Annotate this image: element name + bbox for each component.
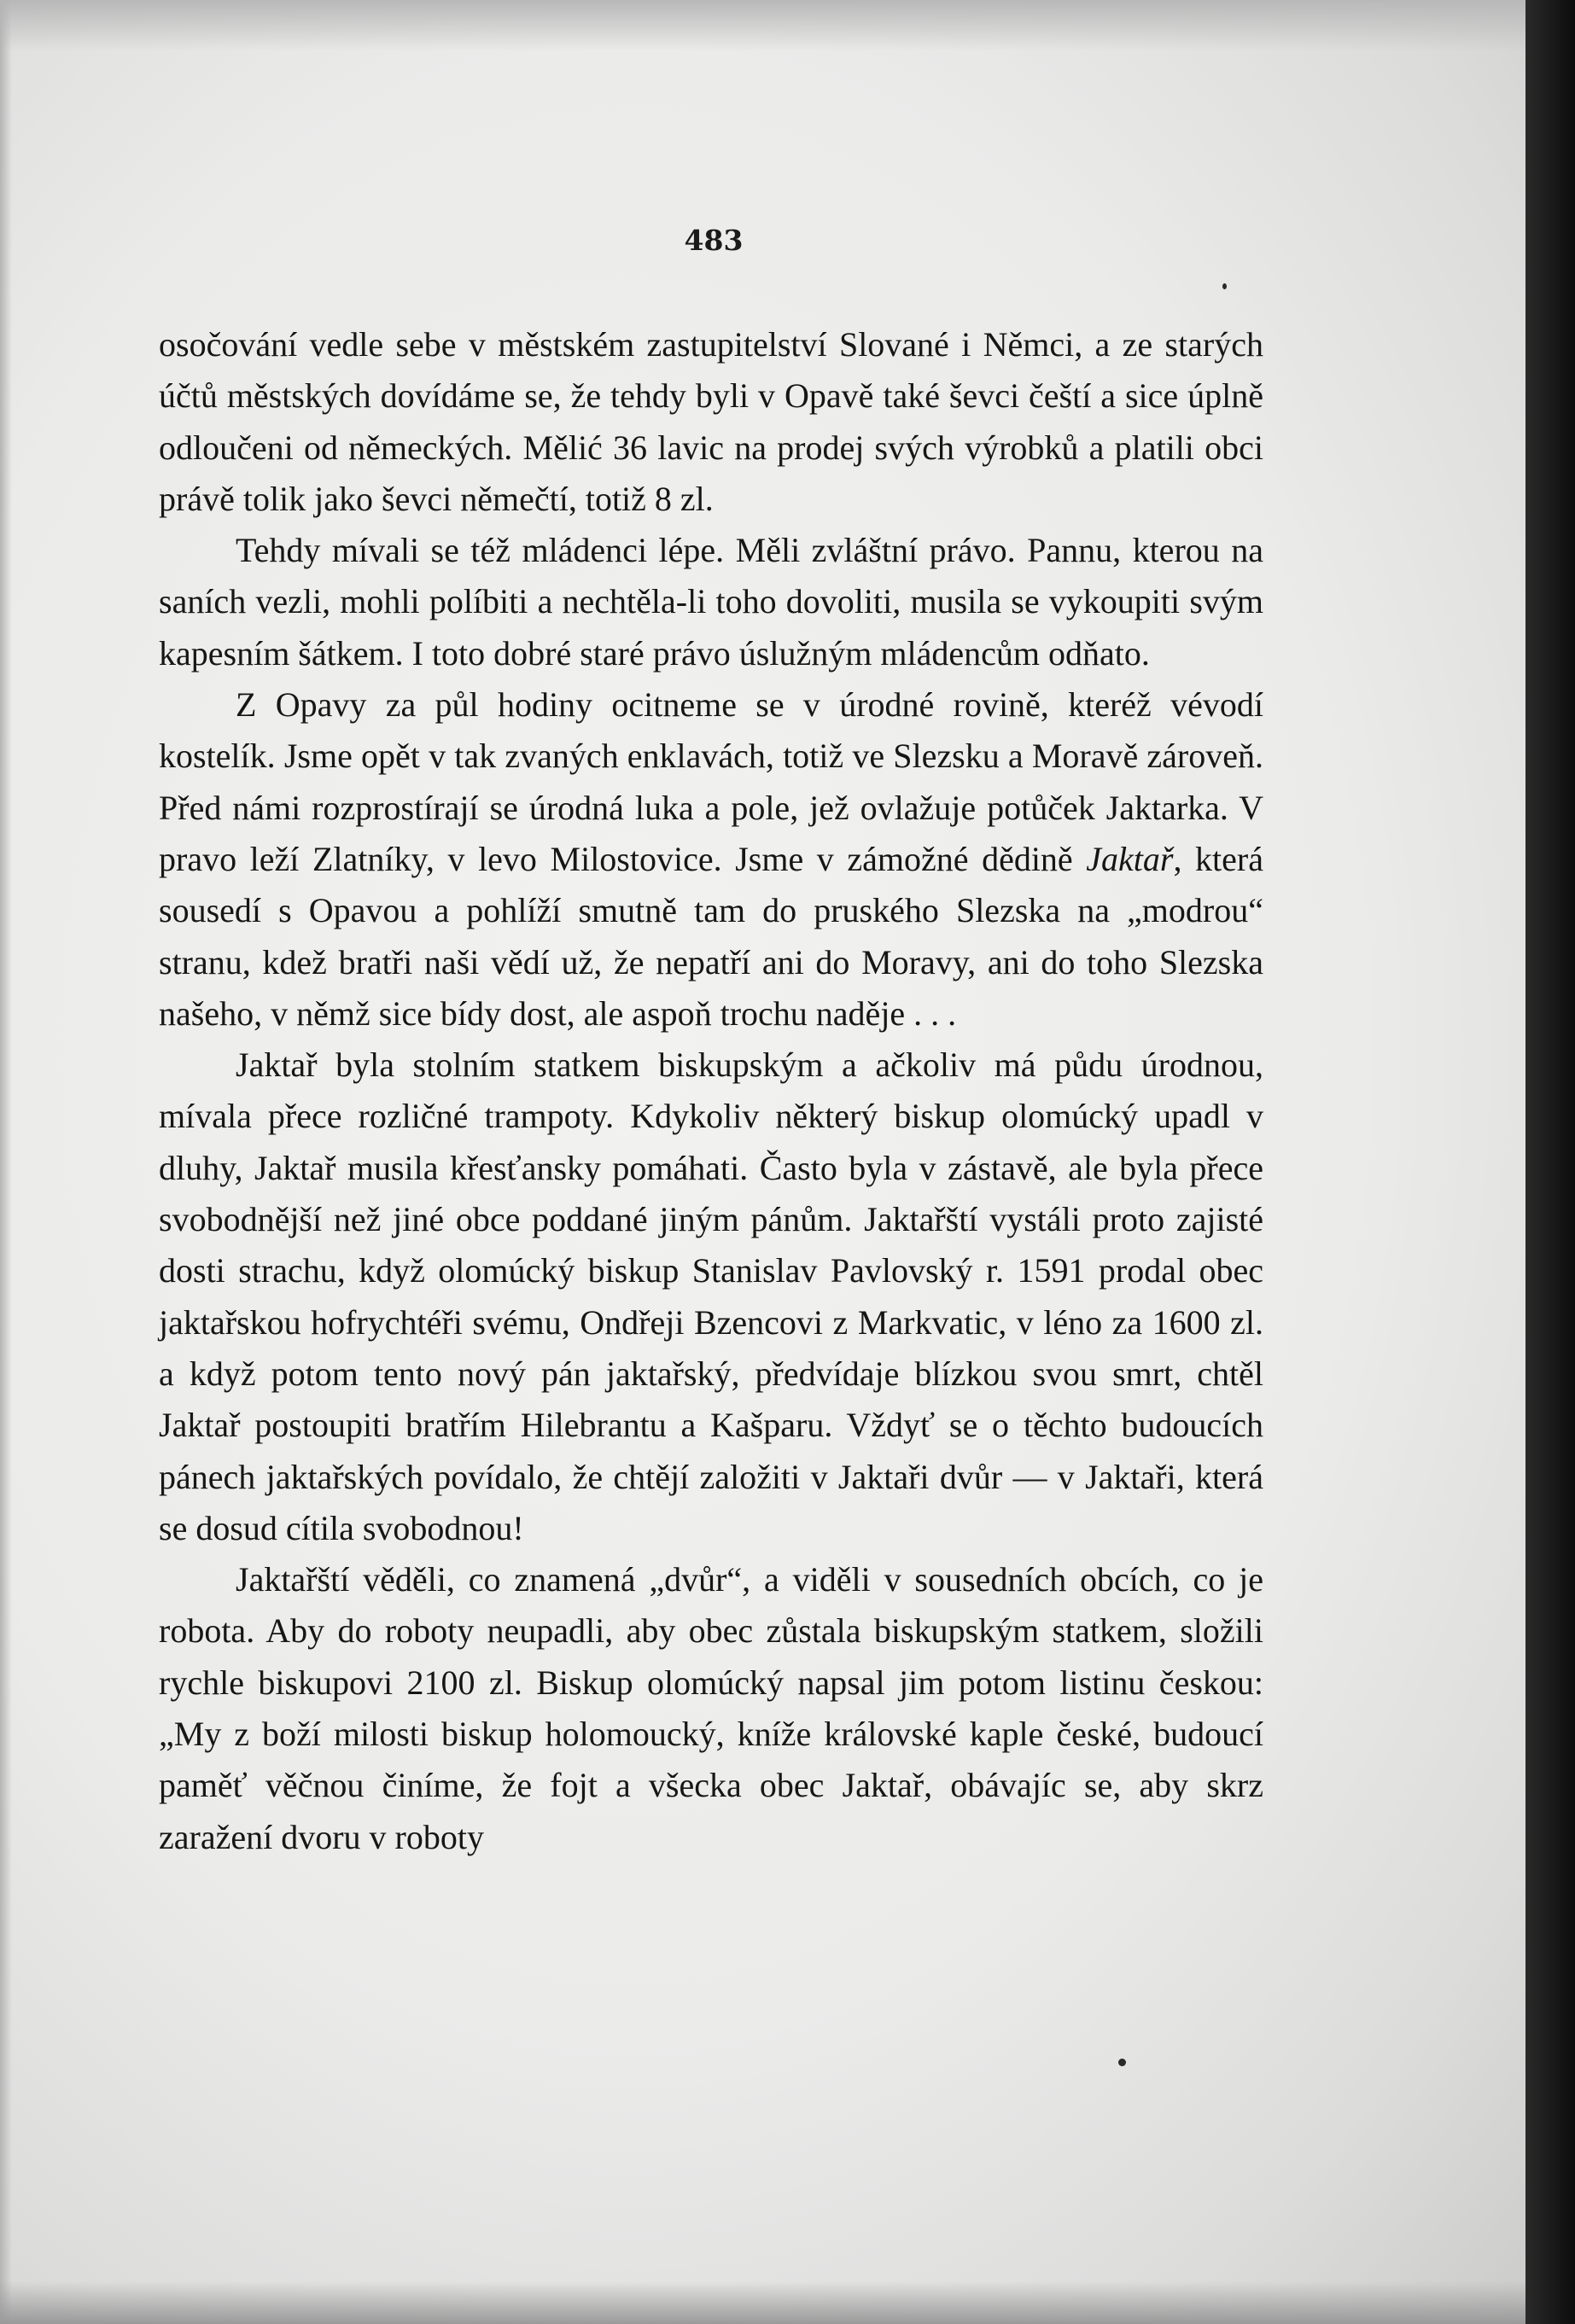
- text-segment: , která sousedí s Opavou a pohlíží smutně tam do pruského Slezska na „modrou“ stranu, kdež bratři naši vědí už, že nepatří ani do Moravy, ani do toho Slezska našeho, v němž sice bídy dost, ale aspoň trochu naděje . . .: [159, 839, 1263, 1033]
- text-segment: Z Opavy za půl hodiny ocitneme se v úrodné rovině, kteréž vévodí kostelík. Jsme opět v tak zvaných enklavách, totiž ve Slezsku a Moravě zároveň. Před námi rozprostírají se úrodná luka a pole, jež ovlažuje potůček Jaktarka. V pravo leží Zlatníky, v levo Milostovice. Jsme v zámožné dědině: [159, 685, 1263, 878]
- page-top-shadow: [0, 0, 1575, 51]
- text-segment: Jaktařští věděli, co znamená „dvůr“, a viděli v sousedních obcích, co je robota. Aby do roboty neupadli, aby obec zůstala biskupským statkem, složili rychle biskupovi 2100 zl. Biskup olomúcký napsal jim potom listinu českou: „My z boží milosti biskup holomoucký, kníže královské kaple české, budoucí paměť věčnou činíme, že fojt a všecka obec Jaktař, obávajíc se, aby skrz zaražení dvoru v roboty: [159, 1560, 1263, 1856]
- text-segment: Jaktař byla stolním statkem biskupským a ačkoliv má půdu úrodnou, mívala přece rozličné trampoty. Kdykoliv některý biskup olomúcký upadl v dluhy, Jaktař musila křesťansky pomáhati. Často byla v zástavě, ale byla přece svobodnější než jiné obce poddané jiným pánům. Jaktařští vystáli proto zajisté dosti strachu, když olomúcký biskup Stanislav Pavlovský r. 1591 prodal obec jaktařskou hofrychtéři svému, Ondřeji Bzencovi z Markvatic, v léno za 1600 zl. a když potom tento nový pán jaktařský, předvídaje blízkou svou smrt, chtěl Jaktař postoupiti bratřím Hilebrantu a Kašparu. Vždyť se o těchto budoucích pánech jaktařských povídalo, že chtějí založiti v Jaktaři dvůr — v Jaktaři, která se dosud cítila svobodnou!: [159, 1046, 1263, 1547]
- italic-text: Jaktař: [1086, 839, 1174, 878]
- page-bottom-shadow: [0, 2281, 1575, 2324]
- paragraph: [159, 1554, 1263, 1863]
- paragraph: [159, 525, 1263, 679]
- page-number: 483: [684, 224, 744, 257]
- ink-speck: [1118, 2059, 1126, 2066]
- text-segment: osočování vedle sebe v městském zastupitelství Slované i Němci, a ze starých účtů městských dovídáme se, že tehdy byli v Opavě také ševci čeští a sice úplně odloučeni od německých. Mělić 36 lavic na prodej svých výrobků a platili obci právě tolik jako ševci němečtí, totiž 8 zl.: [159, 325, 1263, 518]
- paragraph: [159, 679, 1263, 1040]
- ink-speck: [1222, 283, 1227, 289]
- body-text: [159, 319, 1263, 1863]
- paragraph: [159, 319, 1263, 525]
- scan-dark-border: [1525, 0, 1575, 2324]
- page-left-shadow: [0, 0, 12, 2324]
- paragraph: [159, 1040, 1263, 1554]
- text-segment: Tehdy mívali se též mládenci lépe. Měli zvláštní právo. Pannu, kterou na saních vezli, mohli políbiti a nechtěla-li toho dovoliti, musila se vykoupiti svým kapesním šátkem. I toto dobré staré právo úslužným mládencům odňato.: [159, 531, 1263, 673]
